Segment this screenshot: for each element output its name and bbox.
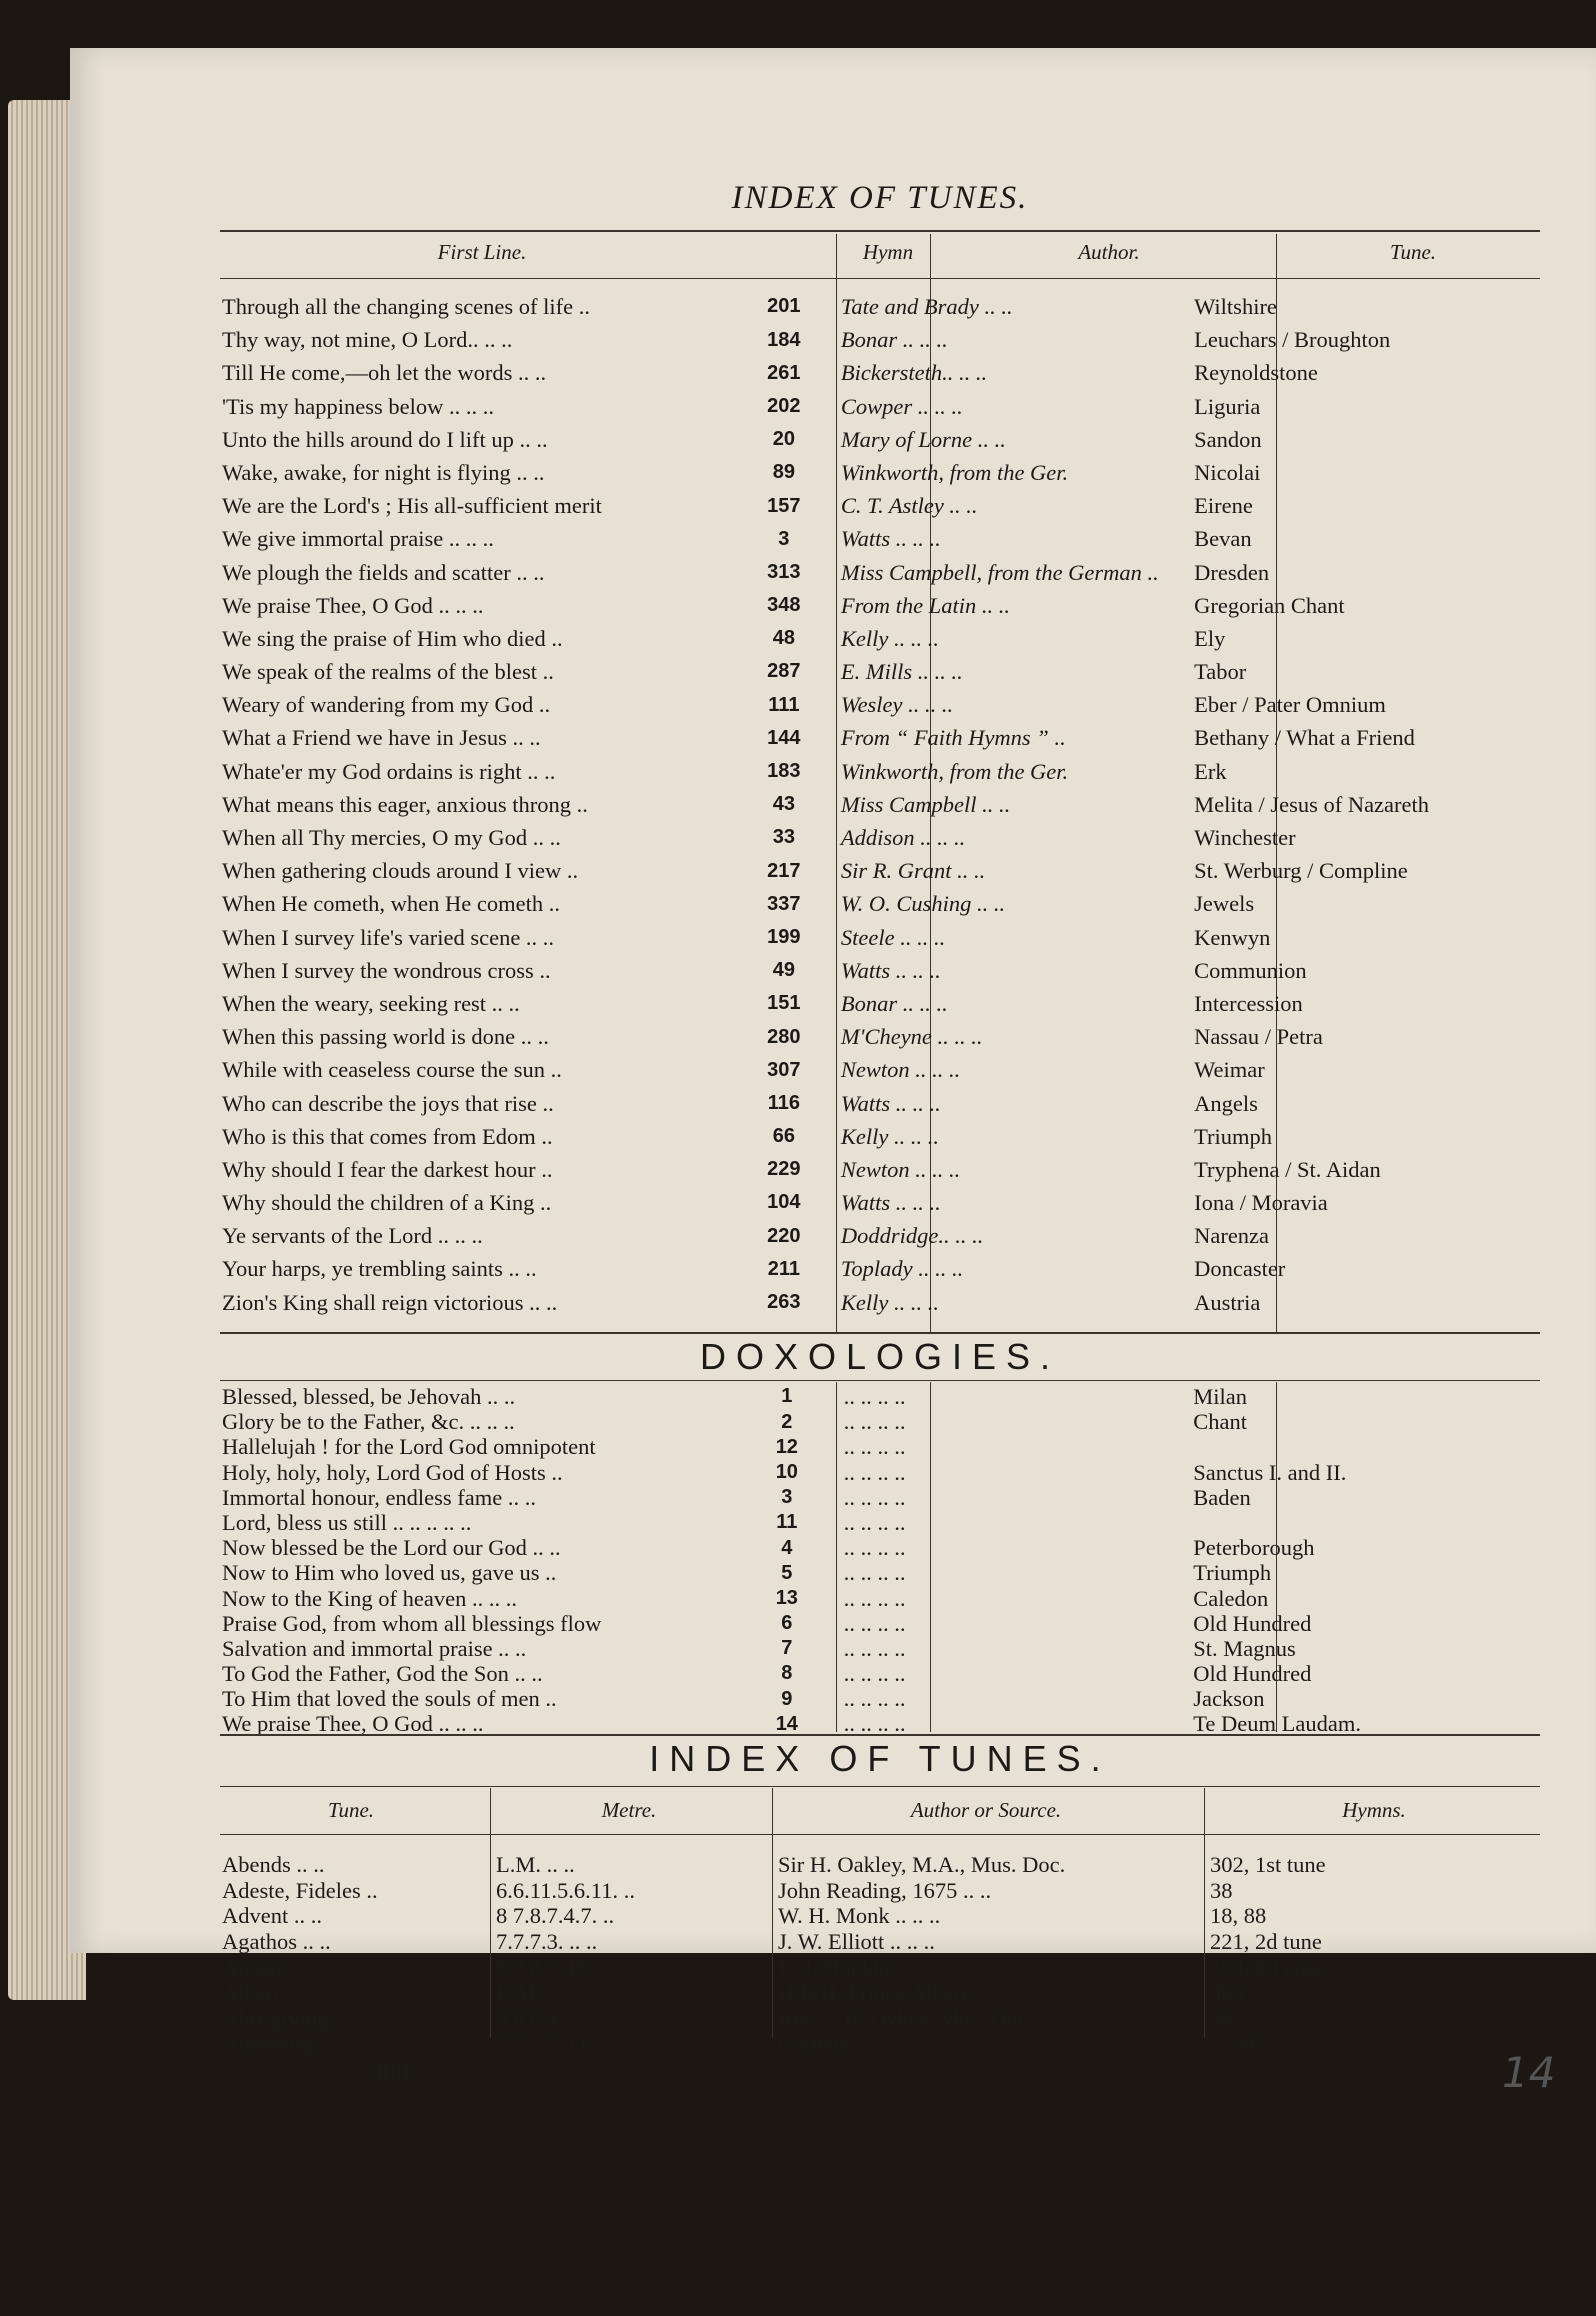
header-tune: Tune. bbox=[1389, 240, 1437, 264]
first-line: Lord, bless us still .. .. .. .. .. bbox=[222, 1509, 472, 1535]
rule-doxologies-bottom bbox=[220, 1380, 1540, 1381]
author: Bonar .. .. .. bbox=[840, 327, 948, 353]
hymn-number: 10 bbox=[775, 1460, 798, 1483]
table-row bbox=[220, 423, 1540, 456]
header-first-line: First Line. bbox=[437, 240, 527, 264]
tune-name: Old Hundred bbox=[1193, 1610, 1312, 1636]
metre: L.M. .. .. bbox=[496, 1852, 575, 1878]
header-author: Author. bbox=[1078, 240, 1140, 264]
author: Watts .. .. .. bbox=[840, 957, 941, 983]
first-line: We sing the praise of Him who died .. bbox=[222, 625, 563, 651]
table-row bbox=[220, 1560, 1540, 1585]
table-row bbox=[220, 1636, 1540, 1661]
table-row bbox=[220, 921, 1540, 954]
hymn-number: 151 bbox=[767, 992, 801, 1015]
tune-name: Ainger.. .. .. bbox=[222, 1954, 329, 1980]
rule-index bbox=[220, 1734, 1540, 1736]
tune-name: Advent .. .. bbox=[222, 1903, 322, 1929]
table-row bbox=[220, 1153, 1540, 1186]
rule-doxologies bbox=[220, 1332, 1540, 1334]
author: Steele .. .. .. bbox=[840, 924, 946, 950]
first-line: Ye servants of the Lord .. .. .. bbox=[222, 1223, 483, 1249]
hymn-number: 229 bbox=[767, 1158, 801, 1181]
hymn-number: 43 bbox=[772, 793, 795, 816]
hymn-number: 287 bbox=[767, 660, 801, 683]
tune-name: Albert .. .. .. bbox=[222, 1980, 331, 2006]
first-line: When I survey the wondrous cross .. bbox=[222, 957, 551, 983]
table-row bbox=[220, 1252, 1540, 1285]
tune-name bbox=[1179, 1510, 1540, 1535]
tune-name: Te Deum Laudam. bbox=[1193, 1711, 1361, 1737]
tune-name: Narenza bbox=[1194, 1223, 1270, 1249]
author: .. .. .. .. bbox=[844, 1610, 907, 1636]
first-line: What means this eager, anxious throng .. bbox=[222, 791, 588, 817]
tune-name: Tabor bbox=[1194, 659, 1247, 685]
author: Wesley .. .. .. bbox=[840, 692, 954, 718]
author: Kelly .. .. .. bbox=[840, 1123, 939, 1149]
tune-name: Chant bbox=[1193, 1409, 1247, 1435]
table-row bbox=[220, 688, 1540, 721]
first-line: Holy, holy, holy, Lord God of Hosts .. bbox=[222, 1459, 563, 1485]
hymn-number: 157 bbox=[767, 494, 801, 517]
tune-name: Gregorian Chant bbox=[1194, 592, 1345, 618]
tune-name: Jackson bbox=[1193, 1686, 1265, 1712]
hymn-number: 3 bbox=[778, 527, 790, 550]
hymn-number: 8 bbox=[781, 1662, 793, 1685]
table-row bbox=[220, 356, 1540, 389]
table-row bbox=[220, 788, 1540, 821]
hymn-number: 280 bbox=[767, 1025, 801, 1048]
table-row bbox=[220, 1661, 1540, 1686]
header-hymns: Hymns. bbox=[1342, 1798, 1406, 1822]
table-row bbox=[220, 1087, 1540, 1120]
first-line: Salvation and immortal praise .. .. bbox=[222, 1635, 527, 1661]
tune-name: Altenburg .. .. bbox=[222, 2031, 347, 2057]
hymn-number: 66 bbox=[772, 1125, 795, 1148]
hymn-number: 3 bbox=[781, 1486, 793, 1509]
table-row bbox=[220, 1954, 1540, 1980]
hymn-numbers: 302, 1st tune bbox=[1210, 1852, 1326, 1878]
rule-top bbox=[220, 230, 1540, 232]
tune-name: Erk bbox=[1194, 758, 1227, 784]
author: W. O. Cushing .. .. bbox=[840, 891, 1006, 917]
hymn-number: 144 bbox=[767, 726, 801, 749]
first-line: When I survey life's varied scene .. .. bbox=[222, 924, 555, 950]
hymn-number: 7 bbox=[781, 1637, 793, 1660]
tune-name: Bethany / What a Friend bbox=[1194, 725, 1415, 751]
first-line: Why should the children of a King .. bbox=[222, 1190, 552, 1216]
first-line: Your harps, ye trembling saints .. .. bbox=[222, 1256, 537, 1282]
author: Doddridge.. .. .. bbox=[840, 1223, 984, 1249]
tune-name: Jewels bbox=[1194, 891, 1255, 917]
table-row bbox=[220, 522, 1540, 555]
tune-name: Caledon bbox=[1193, 1585, 1269, 1611]
hymn-number: 9 bbox=[781, 1687, 793, 1710]
author: .. .. .. .. bbox=[844, 1711, 907, 1737]
table-row bbox=[220, 1535, 1540, 1560]
author: Watts .. .. .. bbox=[840, 526, 941, 552]
table-row bbox=[220, 755, 1540, 788]
first-line: When this passing world is done .. .. bbox=[222, 1024, 549, 1050]
hymn-number: 89 bbox=[772, 461, 795, 484]
tune-name: Sanctus I. and II. bbox=[1193, 1459, 1347, 1485]
rule-index-bottom bbox=[220, 1786, 1540, 1787]
hymn-numbers: 154, 2d tune bbox=[1210, 1954, 1322, 1980]
author: Toplady .. .. .. bbox=[840, 1256, 964, 1282]
tune-name: Winchester bbox=[1194, 825, 1296, 850]
author: .. .. .. .. bbox=[844, 1409, 907, 1435]
author-source: J. W. Elliott .. .. .. bbox=[778, 1928, 935, 1954]
author: Bickersteth.. .. .. bbox=[840, 360, 988, 386]
tune-name: Nassau / Petra bbox=[1194, 1024, 1323, 1050]
book bbox=[0, 40, 1596, 2316]
first-line: Who can describe the joys that rise .. bbox=[222, 1090, 554, 1116]
table-row bbox=[220, 1120, 1540, 1153]
tune-name: Milan bbox=[1193, 1384, 1247, 1409]
author: From the Latin .. .. bbox=[840, 592, 1011, 618]
author: Kelly .. .. .. bbox=[840, 625, 939, 651]
first-line: Glory be to the Father, &c. .. .. .. bbox=[222, 1409, 515, 1435]
author: .. .. .. .. bbox=[844, 1560, 907, 1586]
hymn-number: 313 bbox=[767, 560, 801, 583]
first-line: While with ceaseless course the sun .. bbox=[222, 1057, 562, 1083]
first-line: What a Friend we have in Jesus .. .. bbox=[222, 725, 541, 751]
tunes-by-first-line-table bbox=[220, 290, 1540, 1319]
author: .. .. .. .. bbox=[844, 1686, 907, 1712]
author: Winkworth, from the Ger. bbox=[840, 758, 1069, 784]
tune-name bbox=[1179, 1434, 1540, 1459]
tune-name: Peterborough bbox=[1193, 1535, 1315, 1561]
metre: 7.7.7.3. .. .. bbox=[496, 1928, 598, 1954]
hymn-number: 11 bbox=[776, 1511, 798, 1534]
first-line: We speak of the realms of the blest .. bbox=[222, 659, 554, 685]
hymn-number: 13 bbox=[775, 1586, 798, 1609]
first-line: Till He come,—oh let the words .. .. bbox=[222, 360, 547, 386]
tune-name: Melita / Jesus of Nazareth bbox=[1194, 791, 1430, 817]
tunes-index-title: INDEX OF TUNES. bbox=[649, 1738, 1111, 1779]
author: Miss Campbell .. .. bbox=[840, 791, 1011, 817]
table-row bbox=[220, 1485, 1540, 1510]
first-line: We plough the fields and scatter .. .. bbox=[222, 559, 545, 585]
tunes-metre-table bbox=[220, 1852, 1540, 2057]
tune-name: Bevan bbox=[1194, 526, 1252, 552]
author-source: John Reading, 1675 .. .. bbox=[778, 1877, 992, 1903]
author: Watts .. .. .. bbox=[840, 1090, 941, 1116]
metre: 8 7.8.7.4.7. .. bbox=[496, 1903, 615, 1929]
hymn-number: 202 bbox=[767, 394, 801, 417]
first-line: To Him that loved the souls of men .. bbox=[222, 1686, 557, 1712]
hymn-number: 104 bbox=[767, 1191, 801, 1214]
hymn-number: 116 bbox=[767, 1091, 800, 1114]
first-line: We praise Thee, O God .. .. .. bbox=[222, 1711, 484, 1737]
table-row bbox=[220, 1929, 1540, 1955]
hymn-number: 33 bbox=[772, 826, 795, 849]
author: Bonar .. .. .. bbox=[840, 990, 948, 1016]
hymn-number: 184 bbox=[767, 328, 801, 351]
table-row bbox=[220, 1852, 1540, 1878]
tune-name: Old Hundred bbox=[1193, 1661, 1312, 1687]
hymn-number: 201 bbox=[767, 295, 801, 318]
table-row bbox=[220, 1878, 1540, 1904]
hymn-number: 211 bbox=[767, 1257, 800, 1280]
table-row bbox=[220, 1053, 1540, 1086]
table-row bbox=[220, 1020, 1540, 1053]
author: Miss Campbell, from the German .. bbox=[840, 559, 1159, 585]
first-line: Immortal honour, endless fame .. .. bbox=[222, 1484, 537, 1510]
author-source: H.R.H. Prince Albert .. .. bbox=[778, 1980, 1002, 2006]
hymn-number: 2 bbox=[781, 1410, 793, 1433]
hymn-number: 217 bbox=[767, 859, 801, 882]
metre: L.M. .. .. bbox=[496, 1980, 575, 2006]
first-line: We praise Thee, O God .. .. .. bbox=[222, 592, 484, 618]
rule-index-header bbox=[220, 1834, 1540, 1835]
first-line: Now to Him who loved us, gave us .. bbox=[222, 1560, 557, 1586]
tune-name: Iona / Moravia bbox=[1194, 1190, 1328, 1216]
metre: 7.7.7.7. D. .. bbox=[496, 2031, 608, 2057]
first-line: We are the Lord's ; His all-sufficient merit bbox=[222, 493, 602, 519]
table-row bbox=[220, 290, 1540, 323]
tune-name: Sandon bbox=[1194, 426, 1262, 452]
tune-name: St. Magnus bbox=[1193, 1635, 1296, 1661]
tune-name: Wiltshire bbox=[1194, 294, 1277, 319]
first-line: When He cometh, when He cometh .. bbox=[222, 891, 561, 917]
table-row bbox=[220, 1686, 1540, 1711]
tune-name: Angels bbox=[1194, 1090, 1258, 1116]
tune-name: Baden bbox=[1193, 1484, 1251, 1510]
author: .. .. .. .. bbox=[844, 1585, 907, 1611]
tune-name: Triumph bbox=[1194, 1123, 1273, 1149]
table-row bbox=[220, 721, 1540, 754]
first-line: Weary of wandering from my God .. bbox=[222, 692, 551, 718]
first-line: 'Tis my happiness below .. .. .. bbox=[222, 393, 494, 419]
author: Kelly .. .. .. bbox=[840, 1289, 939, 1315]
tune-name: Austria bbox=[1194, 1289, 1261, 1315]
tune-name: Ely bbox=[1194, 625, 1226, 651]
author: .. .. .. .. bbox=[844, 1484, 907, 1510]
page-number: 400 bbox=[370, 2058, 409, 2087]
hymn-number: 20 bbox=[772, 428, 795, 451]
first-line: Now blessed be the Lord our God .. .. bbox=[222, 1535, 561, 1561]
first-line: Hallelujah ! for the Lord God omnipotent bbox=[222, 1434, 596, 1460]
hymn-number: 263 bbox=[767, 1291, 801, 1314]
table-row bbox=[220, 622, 1540, 655]
first-line: Thy way, not mine, O Lord.. .. .. bbox=[222, 327, 513, 353]
tune-name: Liguria bbox=[1194, 393, 1261, 419]
hymn-numbers: 309 bbox=[1210, 1980, 1244, 2006]
author: .. .. .. .. bbox=[844, 1661, 907, 1687]
hymn-number: 261 bbox=[767, 361, 801, 384]
tune-name: Intercession bbox=[1194, 990, 1303, 1016]
table-row bbox=[220, 1980, 1540, 2006]
author: M'Cheyne .. .. .. bbox=[840, 1024, 983, 1050]
hymn-number: 220 bbox=[767, 1224, 801, 1247]
hymn-number: 1 bbox=[781, 1385, 793, 1408]
first-line: We give immortal praise .. .. .. bbox=[222, 526, 494, 552]
hymn-number: 4 bbox=[781, 1536, 793, 1559]
table-row bbox=[220, 821, 1540, 854]
hymn-number: 337 bbox=[767, 892, 801, 915]
first-line: Blessed, blessed, be Jehovah .. .. bbox=[222, 1384, 516, 1409]
table-row bbox=[220, 390, 1540, 423]
hymn-numbers: 38 bbox=[1210, 1877, 1233, 1903]
first-line: When gathering clouds around I view .. bbox=[222, 858, 579, 884]
hymn-number: 199 bbox=[767, 925, 801, 948]
table-row bbox=[220, 1186, 1540, 1219]
hymn-number: 348 bbox=[767, 594, 801, 617]
table-row bbox=[220, 2031, 1540, 2057]
hymn-number: 111 bbox=[768, 693, 800, 716]
author: C. T. Astley .. .. bbox=[840, 493, 978, 519]
first-line: When the weary, seeking rest .. .. bbox=[222, 990, 520, 1016]
hymn-numbers: 2, 347 bbox=[1210, 2031, 1267, 2057]
metre: 8.8.8.4. .. .. bbox=[496, 2005, 598, 2031]
author: From “ Faith Hymns ” .. bbox=[840, 725, 1066, 751]
hymn-number: 49 bbox=[772, 959, 795, 982]
first-line: When all Thy mercies, O my God .. .. bbox=[222, 825, 561, 850]
tune-name: Reynoldstone bbox=[1194, 360, 1318, 386]
tune-name: Leuchars / Broughton bbox=[1194, 327, 1391, 353]
table-row bbox=[220, 556, 1540, 589]
doxologies-table bbox=[220, 1384, 1540, 1737]
hymn-number: 12 bbox=[775, 1435, 798, 1458]
author: Newton .. .. .. bbox=[840, 1057, 961, 1083]
author: E. Mills .. .. .. bbox=[840, 659, 963, 685]
table-row bbox=[220, 1460, 1540, 1485]
first-line: To God the Father, God the Son .. .. bbox=[222, 1661, 543, 1687]
author-source: Sir H. Oakley, M.A., Mus. Doc. bbox=[778, 1852, 1066, 1878]
metre: 8.7.8.7. D. .. bbox=[496, 1954, 608, 1980]
tune-name: Dresden bbox=[1194, 559, 1270, 585]
hymn-number: 48 bbox=[772, 627, 795, 650]
doxologies-title: DOXOLOGIES. bbox=[699, 1336, 1061, 1377]
table-row bbox=[220, 854, 1540, 887]
table-row bbox=[220, 1711, 1540, 1736]
author: .. .. .. .. bbox=[844, 1509, 907, 1535]
table-row bbox=[220, 489, 1540, 522]
hymn-number: 6 bbox=[781, 1612, 793, 1635]
rule-header bbox=[220, 278, 1540, 279]
header-author-source: Author or Source. bbox=[910, 1798, 1062, 1822]
author: Addison .. .. .. bbox=[840, 825, 966, 850]
first-line: Zion's King shall reign victorious .. .. bbox=[222, 1289, 558, 1315]
tune-name: St. Werburg / Compline bbox=[1194, 858, 1408, 884]
hymn-numbers: 221, 2d tune bbox=[1210, 1928, 1322, 1954]
table-row bbox=[220, 323, 1540, 356]
first-line: Unto the hills around do I lift up .. .. bbox=[222, 426, 548, 452]
first-line: Why should I fear the darkest hour .. bbox=[222, 1156, 553, 1182]
table-row bbox=[220, 987, 1540, 1020]
tune-name: Triumph bbox=[1193, 1560, 1272, 1586]
author-source: E. J. Hopkins .. .. .. bbox=[778, 1954, 950, 1980]
first-line: Who is this that comes from Edom .. bbox=[222, 1123, 553, 1149]
first-line: Now to the King of heaven .. .. .. bbox=[222, 1585, 517, 1611]
table-row bbox=[220, 1434, 1540, 1459]
author: Newton .. .. .. bbox=[840, 1156, 961, 1182]
table-row bbox=[220, 589, 1540, 622]
first-line: Wake, awake, for night is flying .. .. bbox=[222, 459, 545, 485]
tune-name: Nicolai bbox=[1194, 459, 1261, 485]
tune-name: Eber / Pater Omnium bbox=[1194, 692, 1386, 718]
author: .. .. .. .. bbox=[844, 1384, 907, 1409]
author: .. .. .. .. bbox=[844, 1459, 907, 1485]
table-row bbox=[220, 1903, 1540, 1929]
tune-name: Doncaster bbox=[1194, 1256, 1286, 1282]
table-row bbox=[220, 954, 1540, 987]
author: .. .. .. .. bbox=[844, 1635, 907, 1661]
table-row bbox=[220, 1219, 1540, 1252]
author: Sir R. Grant .. .. bbox=[840, 858, 986, 884]
author: Mary of Lorne .. .. bbox=[840, 426, 1006, 452]
table-row bbox=[220, 1510, 1540, 1535]
table-row bbox=[220, 1409, 1540, 1434]
hymn-number: 307 bbox=[767, 1058, 801, 1081]
page bbox=[70, 48, 1596, 2097]
author: Cowper .. .. .. bbox=[840, 393, 963, 419]
hymn-numbers: 34 bbox=[1210, 2005, 1233, 2031]
tune-name: Weimar bbox=[1194, 1057, 1265, 1083]
author: Winkworth, from the Ger. bbox=[840, 459, 1069, 485]
table-row bbox=[220, 1611, 1540, 1636]
first-line: Through all the changing scenes of life .. bbox=[222, 294, 591, 319]
author-source: W. H. Monk .. .. .. bbox=[778, 1903, 941, 1929]
first-line: Praise God, from whom all blessings flow bbox=[222, 1610, 602, 1636]
tune-name: Abends .. .. bbox=[222, 1852, 325, 1878]
author-source: Rev. J. B. Dykes, Mus. Doc. bbox=[778, 2005, 1034, 2031]
first-line: Whate'er my God ordains is right .. .. bbox=[222, 758, 556, 784]
tune-name: Tryphena / St. Aidan bbox=[1194, 1156, 1381, 1182]
header-hymn: Hymn bbox=[862, 240, 914, 264]
author: Tate and Brady .. .. bbox=[840, 294, 1013, 319]
page-title: INDEX OF TUNES. bbox=[731, 180, 1029, 216]
hymn-number: 183 bbox=[767, 760, 801, 783]
hymn-number: 14 bbox=[775, 1712, 798, 1735]
table-row bbox=[220, 1384, 1540, 1409]
hymn-number: 5 bbox=[781, 1561, 793, 1584]
tune-name: Agathos .. .. bbox=[222, 1928, 331, 1954]
tune-name: Kenwyn bbox=[1194, 924, 1271, 950]
header-tune-name: Tune. bbox=[327, 1798, 375, 1822]
table-row bbox=[220, 1586, 1540, 1611]
author: .. .. .. .. bbox=[844, 1434, 907, 1460]
table-row bbox=[220, 2006, 1540, 2032]
table-row bbox=[220, 456, 1540, 489]
author: Watts .. .. .. bbox=[840, 1190, 941, 1216]
tune-name: Communion bbox=[1194, 957, 1307, 983]
table-row bbox=[220, 1286, 1540, 1319]
pencil-mark: 14 bbox=[1502, 2048, 1556, 2097]
table-row bbox=[220, 887, 1540, 920]
author: .. .. .. .. bbox=[844, 1535, 907, 1561]
tune-name: Adeste, Fideles .. bbox=[222, 1877, 378, 1903]
tune-name: Almsgiving .. .. bbox=[222, 2005, 363, 2031]
metre: 6.6.11.5.6.11. .. bbox=[496, 1877, 635, 1903]
hymn-numbers: 18, 88 bbox=[1210, 1903, 1267, 1929]
tune-name: Eirene bbox=[1194, 493, 1253, 519]
table-row bbox=[220, 655, 1540, 688]
header-metre: Metre. bbox=[601, 1798, 657, 1822]
author-source: German .. .. .. .. bbox=[778, 2031, 918, 2057]
